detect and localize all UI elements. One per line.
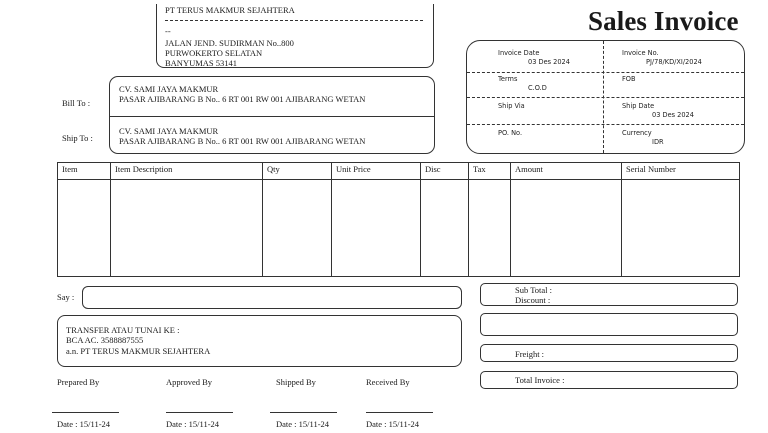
ship-to-name: CV. SAMI JAYA MAKMUR	[119, 126, 219, 136]
total-invoice-label: Total Invoice :	[515, 375, 565, 385]
fob-label: FOB	[622, 75, 636, 83]
prepared-by-label: Prepared By	[57, 377, 100, 387]
approved-by-date: Date : 15/11-24	[166, 419, 220, 429]
terms-label: Terms	[498, 75, 518, 83]
prepared-by-date: Date : 15/11-24	[57, 419, 111, 429]
company-divider	[165, 20, 423, 21]
ship-to-address: PASAR AJIBARANG B No.. 6 RT 001 RW 001 AJIBARANG WETAN	[119, 136, 366, 146]
company-address-2: PURWOKERTO SELATAN	[165, 48, 263, 58]
bill-to-label: Bill To :	[62, 98, 91, 108]
say-box	[82, 286, 462, 309]
po-label: PO. No.	[498, 129, 523, 137]
received-by-date: Date : 15/11-24	[366, 419, 420, 429]
currency-value: IDR	[652, 138, 664, 146]
invoice-date-label: Invoice Date	[498, 49, 540, 57]
ship-date-value: 03 Des 2024	[652, 111, 694, 119]
currency-label: Currency	[622, 129, 652, 137]
info-col-divider	[603, 41, 604, 153]
items-table	[57, 162, 740, 277]
col-unit-price: Unit Price	[332, 163, 421, 180]
col-item: Item	[58, 163, 111, 180]
subtotal-label: Sub Total :	[515, 285, 553, 295]
payment-line-2: BCA AC. 3588887555	[66, 335, 144, 345]
document-title: Sales Invoice	[588, 6, 739, 36]
say-label: Say :	[57, 292, 75, 302]
tax-box	[480, 313, 738, 336]
approved-by-label: Approved By	[166, 377, 213, 387]
info-row-divider-3	[467, 124, 744, 125]
invoice-date-value: 03 Des 2024	[528, 58, 570, 66]
terms-value: C.O.D	[528, 84, 547, 92]
col-tax: Tax	[469, 163, 511, 180]
col-disc: Disc	[421, 163, 469, 180]
received-by-label: Received By	[366, 377, 410, 387]
col-qty: Qty	[263, 163, 332, 180]
shipped-by-label: Shipped By	[276, 377, 316, 387]
received-by-signature-line	[366, 412, 433, 413]
company-name: PT TERUS MAKMUR SEJAHTERA	[165, 5, 295, 15]
payment-line-1: TRANSFER ATAU TUNAI KE :	[66, 325, 180, 335]
info-row-divider-2	[467, 97, 744, 98]
approved-by-signature-line	[166, 412, 233, 413]
address-divider	[109, 116, 435, 117]
table-row	[58, 180, 740, 277]
company-separator: --	[165, 26, 171, 36]
table-header-row	[58, 163, 740, 180]
discount-label: Discount :	[515, 295, 551, 305]
company-address-3: BANYUMAS 53141	[165, 58, 238, 68]
shipped-by-signature-line	[270, 412, 337, 413]
freight-label: Freight :	[515, 349, 545, 359]
col-item-description: Item Description	[111, 163, 263, 180]
invoice-no-value: PJ/78/KD/XI/2024	[646, 58, 702, 66]
ship-date-label: Ship Date	[622, 102, 655, 110]
prepared-by-signature-line	[52, 412, 119, 413]
col-serial-number: Serial Number	[622, 163, 740, 180]
invoice-no-label: Invoice No.	[622, 49, 659, 57]
ship-to-label: Ship To :	[62, 133, 93, 143]
shipped-by-date: Date : 15/11-24	[276, 419, 330, 429]
bill-to-address: PASAR AJIBARANG B No.. 6 RT 001 RW 001 AJIBARANG WETAN	[119, 94, 366, 104]
company-address-1: JALAN JEND. SUDIRMAN No..800	[165, 38, 294, 48]
col-amount: Amount	[511, 163, 622, 180]
ship-via-label: Ship Via	[498, 102, 525, 110]
bill-to-name: CV. SAMI JAYA MAKMUR	[119, 84, 219, 94]
payment-line-3: a.n. PT TERUS MAKMUR SEJAHTERA	[66, 346, 211, 356]
info-row-divider-1	[467, 72, 744, 73]
